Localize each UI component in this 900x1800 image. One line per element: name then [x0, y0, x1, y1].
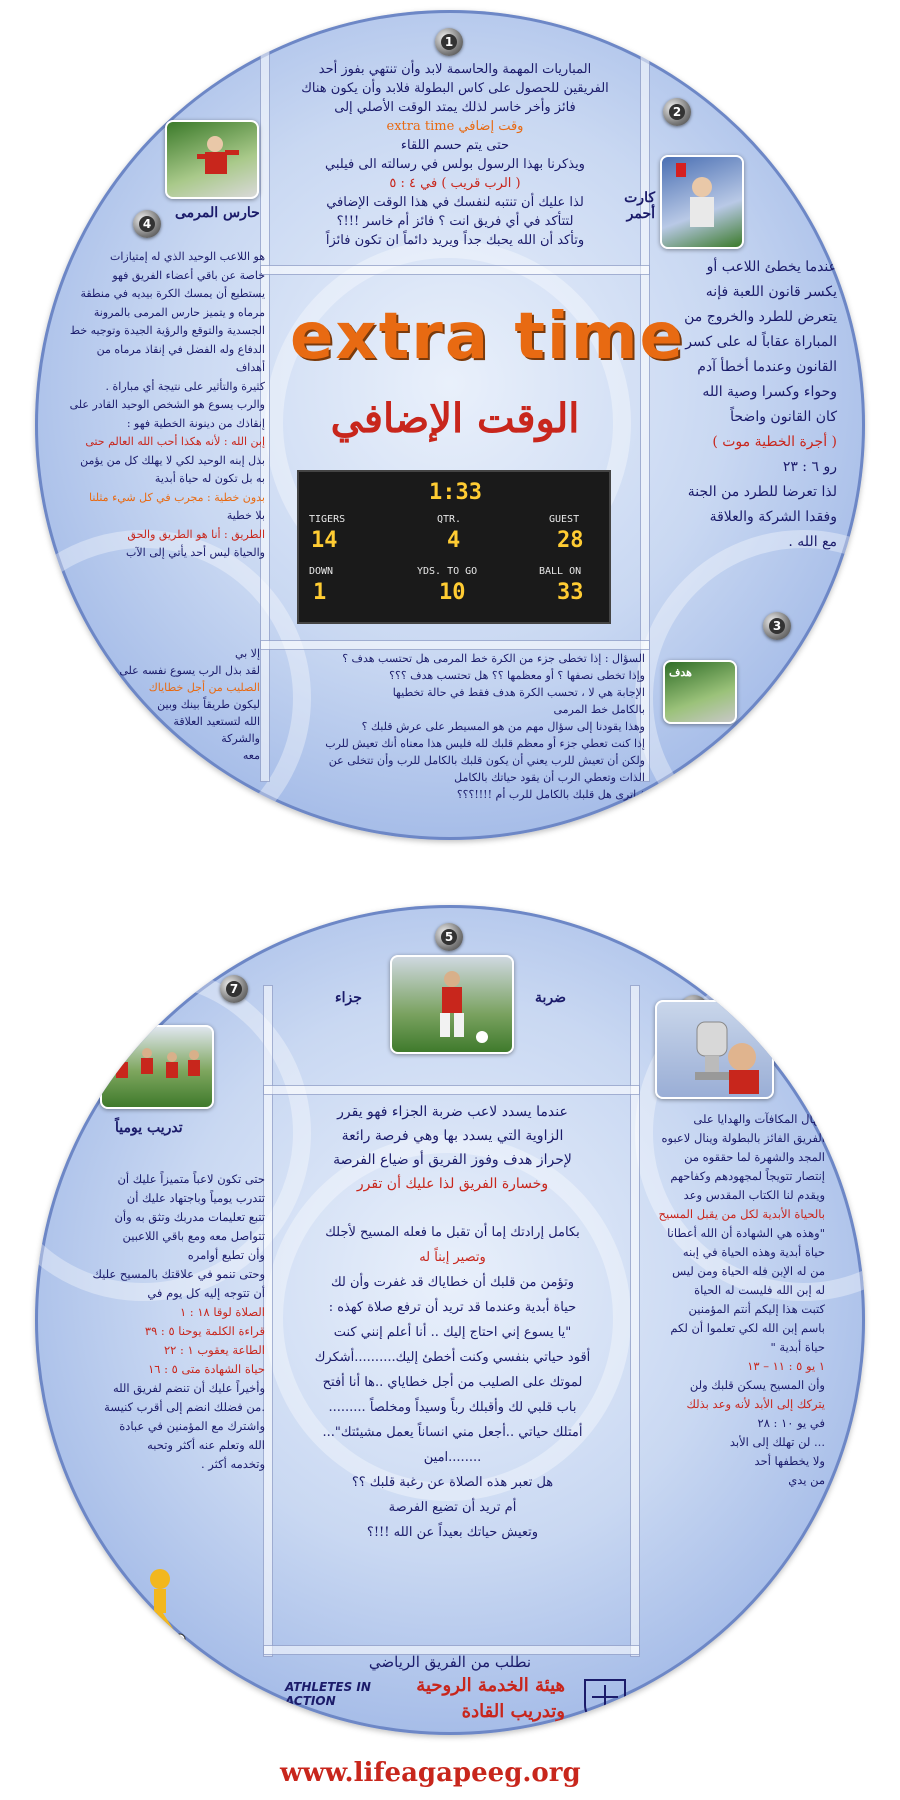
question-line: السؤال : إذا تخطى جزء من الكرة خط المرمى هل تحتسب هدف ؟ — [342, 652, 645, 665]
training-line: حتى تكون لاعباً متميزاً عليك أن — [117, 1172, 265, 1186]
organization-name-1: هيئة الخدمة الروحية — [416, 1675, 565, 1696]
scoreboard-clock: 1:33 — [429, 480, 482, 505]
goalkeeper-line: إبن الله : لأنه هكذا أحب الله العالم حتى — [85, 435, 265, 448]
prayer-paragraph — [280, 1220, 625, 1545]
reward-line: حياة أبدية وهذه الحياة في إبنه — [682, 1245, 825, 1259]
training-line: وحتى تنمو في علاقتك بالمسيح عليك — [92, 1267, 265, 1281]
question-line: وهذا يقودنا إلى سؤال مهم من هو المسيطر على عرش قلبك ؟ — [361, 720, 645, 733]
footer-request-text: نطلب من الفريق الرياضي — [368, 1653, 532, 1671]
penalty-line: وخسارة الفريق لذا عليك أن تقرر — [356, 1176, 549, 1192]
trophy-photo — [655, 1000, 774, 1099]
training-line: أن تتوجه إليه كل يوم في — [147, 1286, 265, 1300]
reward-verse-ref: في يو ١٠ : ٢٨ — [757, 1416, 825, 1430]
reward-line: له إبن الله فليست له الحياة — [694, 1283, 825, 1297]
scoreboard-label: TIGERS — [309, 514, 346, 525]
goalkeeper-line: يستطيع أن يمسك الكرة بيديه في منطقة — [80, 287, 265, 300]
goalkeeper-line: الصليب من أجل خطاياك — [148, 681, 260, 694]
prayer-line: لموتك على الصليب من أجل خطاياي ..ها أنا أفتح — [322, 1375, 583, 1390]
scoreboard-value: 14 — [311, 528, 338, 553]
scoreboard-label: QTR. — [437, 514, 462, 525]
training-paragraph — [75, 1170, 265, 1474]
prayer-line: "يا يسوع إني احتاج إليك .. أنا أعلم إنني كنت — [333, 1325, 572, 1340]
rivet-5: 5 — [435, 923, 463, 951]
prayer-line: أمتلك حياتي ..أجعل مني انساناً يعمل مشيئتك"... — [322, 1425, 583, 1440]
goalkeeper-line: هو اللاعب الوحيد الذي له إمتيازات — [110, 250, 265, 263]
red-card-photo — [660, 155, 744, 249]
penalty-paragraph — [280, 1100, 625, 1196]
red-card-line: يكسر قانون اللعبة فإنه — [705, 284, 837, 300]
penalty-line: عندما يسدد لاعب ضربة الجزاء فهو يقرر — [337, 1104, 568, 1120]
intro-line: وقت إضافي extra time — [386, 119, 524, 134]
training-line: قراءة الكلمة يوحنا ٥ : ٣٩ — [144, 1324, 265, 1338]
prayer-line: ........امين — [423, 1450, 482, 1465]
red-card-verse: ( أجرة الخطية موت ) — [712, 434, 837, 450]
reward-paragraph — [635, 1110, 825, 1490]
question-line: بالكامل خط المرمى — [553, 703, 645, 716]
prayer-line: حياة أبدية وعندما قد تريد أن ترفع صلاة كهذه : — [328, 1300, 577, 1315]
scoreboard-label: BALL ON — [539, 566, 582, 577]
goalkeeper-line: كثيرة والتأثير على نتيجة أي مباراة . — [105, 379, 265, 393]
intro-line: المباريات المهمة والحاسمة لابد وأن تنتهي بفوز أحد — [318, 62, 592, 77]
training-line: وأن تطيع أوامره — [187, 1248, 265, 1262]
question-line: الإجابة هي لا ، تحسب الكرة هدف فقط في حالة تخطيها — [392, 686, 645, 699]
training-line: واشترك مع المؤمنين في عبادة — [119, 1419, 265, 1433]
prayer-line: هل تعبر هذه الصلاة عن رغبة قلبك ؟؟ — [351, 1475, 554, 1490]
training-line: تتدرب يومياً وباجتهاد عليك أن — [126, 1191, 265, 1205]
goal-photo-caption: هدف — [669, 666, 692, 679]
scoreboard-label: YDS. TO GO — [417, 566, 478, 577]
title-arabic: الوقت الإضافي — [330, 395, 580, 442]
reward-line: "وهذه هي الشهادة أن الله أعطانا — [667, 1226, 825, 1240]
reward-line: بالحياة الأبدية لكل من يقبل المسيح — [658, 1207, 825, 1221]
scoreboard-value: 4 — [447, 528, 461, 553]
bottom-leaflet-disc — [35, 905, 865, 1735]
crossbar-top — [263, 1085, 640, 1095]
red-card-line: وحواء وكسرا وصية الله — [702, 384, 837, 400]
scoreboard-value: 33 — [557, 580, 584, 605]
goalkeeper-line: الجسدية والتوقع والرؤية الجيدة وتوجيه خط — [69, 324, 265, 337]
prayer-line: وتصير إبناً له — [419, 1250, 486, 1265]
title-english: extra time — [290, 300, 685, 374]
goalkeeper-line: بذل إبنه الوحيد لكي لا يهلك كل من يؤمن — [80, 453, 265, 467]
reward-line: يتركك إلى الأبد لأنه وعد بذلك — [686, 1397, 825, 1411]
reward-line: باسم إبن الله لكي تعلموا أن لكم — [670, 1321, 825, 1335]
intro-line: ويذكرنا بهذا الرسول بولس في رسالته الى فيلبي — [325, 157, 585, 172]
penalty-kicker-icon — [392, 957, 512, 1052]
goalkeeper-line: خاصة عن باقي أعضاء الفريق فهو — [112, 268, 265, 282]
goalkeeper-line: مرماه و يتميز حارس المرمى بالمرونة — [93, 305, 265, 319]
goalkeeper-line: إنقاذك من دينونة الخطية فهو : — [126, 416, 265, 430]
reward-line: تنهال المكافآت والهدايا على — [693, 1112, 825, 1126]
scoreboard-label: DOWN — [309, 566, 334, 577]
training-line: الصلاة لوقا ١٨ : ١ — [179, 1305, 265, 1319]
red-card-line: يتعرض للطرد والخروج من — [684, 309, 837, 325]
red-card-line: القانون وعندما أخطأ آدم — [697, 359, 837, 375]
goalkeeper-line: الدفاع وله الفضل في إنقاذ مرماه من أهداف — [96, 342, 265, 374]
scoreboard-value: 10 — [439, 580, 466, 605]
scoreboard-image — [297, 470, 611, 624]
goalkeeper-figure-icon — [167, 122, 257, 197]
goal-photo — [663, 660, 737, 724]
red-card-line: مع الله . — [788, 534, 837, 550]
crossbar-top — [260, 265, 650, 275]
prayer-line: وتعيش حياتك بعيداً عن الله !!!؟ — [366, 1525, 539, 1540]
reward-line: حياة أبدية " — [770, 1340, 825, 1354]
goalkeeper-line: والرب يسوع هو الشخص الوحيد القادر على — [69, 398, 265, 411]
rivet-4: 4 — [133, 210, 161, 238]
goalkeeper-line: به بل تكون له حياة أبدية — [154, 472, 265, 485]
goalkeeper-line: والحياة ليس أحد يأتي إلى الآب — [126, 546, 265, 559]
reward-line: من له الإبن فله الحياة ومن ليس — [672, 1264, 825, 1278]
training-line: وتخدمه أكثر . — [201, 1457, 265, 1471]
website-link[interactable]: www.lifeagapeeg.org — [280, 1758, 581, 1788]
question-line: ولكن أن تعيش للرب يعني أن يكون قلبك بالكامل للرب وأن تتخلى عن — [328, 754, 645, 767]
reward-line: ولا يخطفها أحد — [754, 1454, 825, 1468]
reward-line: ويقدم لنا الكتاب المقدس وعد — [683, 1188, 825, 1202]
intro-line: فائز وأخر خاسر لذلك يمتد الوقت الأصلي إلى — [334, 100, 576, 115]
prayer-line: أم تريد أن تضيع الفرصة — [388, 1500, 517, 1515]
goalkeeper-line: الله لتستعيد العلاقة — [173, 715, 260, 728]
reward-verse-ref: ١ يو ٥ : ١١ – ١٣ — [747, 1359, 825, 1373]
rivet-1: 1 — [435, 28, 463, 56]
goalkeeper-line: والشركة — [221, 732, 260, 745]
training-label: تدريب يومياً — [115, 1120, 183, 1136]
goalkeeper-paragraph — [65, 248, 265, 563]
penalty-label-left: جزاء — [335, 990, 362, 1006]
penalty-label-right: ضربة — [535, 990, 567, 1006]
red-card-line: عندما يخطئ اللاعب أو — [706, 259, 837, 275]
training-line: تتواصل معه ومع باقي اللاعبين — [122, 1229, 265, 1243]
scoreboard-label: GUEST — [549, 514, 580, 525]
reward-line: ... لن تهلك إلى الأبد — [729, 1435, 825, 1449]
training-line: الطاعة يعقوب ١ : ٢٢ — [163, 1343, 265, 1357]
prayer-line: أقود حياتي بنفسي وكنت أخطئ إليك..........أشكرك — [314, 1350, 591, 1365]
training-line: تتبع تعليمات مدربك وتثق به وأن — [114, 1210, 265, 1224]
scoreboard-value: 28 — [557, 528, 584, 553]
organization-name-2: وتدريب القادة — [461, 1701, 565, 1722]
goalkeeper-line: بدون خطية : مجرب في كل شيء مثلنا — [89, 490, 265, 504]
penalty-line: لإحراز هدف وفوز الفريق أو ضياع الفرصة — [333, 1152, 572, 1168]
intro-paragraph — [275, 60, 635, 250]
prayer-line: وتؤمن من قلبك أن خطاياك قد غفرت وأن لك — [330, 1275, 575, 1290]
intro-line: حتى يتم حسم اللقاء — [400, 138, 510, 153]
red-card-line: كان القانون واضحاً — [730, 409, 837, 425]
crossbar-bottom — [260, 640, 650, 650]
athletes-in-action-logo: ATHLETES IN ACTION — [285, 1680, 371, 1708]
intro-line: وتأكد أن الله يحبك جداً ويريد دائماً ان تكون فائزاً — [325, 233, 585, 248]
training-photo — [100, 1025, 214, 1109]
red-card-line: لذا تعرضا للطرد من الجنة — [687, 484, 837, 500]
organization-shield-logo-icon — [580, 1675, 630, 1727]
red-card-line: وفقدا الشركة والعلاقة — [709, 509, 837, 525]
verse-reference: ( الرب قريب ) في ٤ : ٥ — [389, 176, 521, 191]
training-line: الله وتعلم عنه أكثر وتحبه — [147, 1438, 265, 1452]
intro-line: لذا عليك أن تنتبه لنفسك في هذا الوقت الإضافي — [326, 195, 584, 210]
reward-line: كتبت هذا إليكم أنتم المؤمنين — [688, 1302, 825, 1316]
goalkeeper-line: الطريق : أنا هو الطريق والحق — [127, 527, 265, 541]
prayer-line: باب قلبي لك وأقبلك رباً وسيداً ومخلصاً ......... — [328, 1400, 577, 1415]
goalkeeper-line: معه — [242, 749, 260, 762]
intro-line: لتتأكد في أي فريق انت ؟ فائز أم خاسر !!!؟ — [336, 214, 574, 229]
red-card-paragraph — [647, 255, 837, 555]
goalkeeper-line: ليكون طريقاً بينك وبين — [157, 698, 260, 711]
red-card-label: كارت أحمر — [624, 190, 655, 222]
goalkeeper-line: بلا خطية — [226, 509, 265, 522]
training-line: وأخيراً عليك أن تنضم لفريق الله — [112, 1381, 265, 1395]
penalty-line: الزاوية التي يسدد بها وهي فرصة رائعة — [341, 1128, 564, 1144]
footballer-mascot-icon — [130, 1565, 190, 1645]
rivet-7: 7 — [220, 975, 248, 1003]
question-line: الذات وتعطي الرب أن يقود حياتك بالكامل — [454, 771, 645, 784]
goalkeeper-label: حارس المرمى — [175, 205, 260, 221]
top-leaflet-disc — [35, 10, 865, 840]
rivet-3: 3 — [763, 612, 791, 640]
question-line: فياترى هل قلبك بالكامل للرب أم !!!!؟؟؟ — [456, 788, 645, 801]
goalkeeper-line: لقد بذل الرب يسوع نفسه على — [119, 664, 260, 677]
goalkeeper-line: إلا بي — [234, 647, 260, 660]
referee-red-card-icon — [662, 157, 742, 247]
question-paragraph — [265, 650, 645, 803]
training-line: حياة الشهادة متى ٥ : ١٦ — [148, 1362, 265, 1376]
goalkeeper-photo — [165, 120, 259, 199]
intro-line: الفريقين للحصول على كاس البطولة فلابد وأن يكون هناك — [301, 81, 609, 96]
training-line: .من فضلك انضم إلى أقرب كنيسة — [104, 1400, 265, 1414]
red-card-line: المباراة عقاباً له على كسر — [685, 334, 837, 350]
team-training-icon — [102, 1027, 212, 1107]
question-line: وإذا تخطى نصفها ؟ أو معظمها ؟؟ هل تحتسب هدف ؟؟؟ — [389, 669, 645, 682]
trophy-icon — [657, 1002, 772, 1097]
question-line: إذا كنت تعطي جزء أو معظم قلبك لله فليس هذا معناه أنك تعيش للرب — [325, 737, 645, 750]
reward-line: الفريق الفائز بالبطولة وينال لاعبوه — [661, 1131, 825, 1145]
reward-line: المجد والشهرة لما حققوه من — [684, 1150, 825, 1164]
rivet-2: 2 — [663, 98, 691, 126]
prayer-line: بكامل إرادتك إما أن تقبل ما فعله المسيح لأجلك — [325, 1225, 580, 1240]
reward-line: من يدي — [788, 1473, 825, 1487]
goalkeeper-paragraph-cont — [105, 645, 260, 764]
reward-line: وأن المسيح يسكن قلبك ولن — [689, 1378, 825, 1392]
reward-line: إنتصار تتويجاً لمجهودهم وكفاحهم — [670, 1169, 825, 1183]
scoreboard-value: 1 — [313, 580, 327, 605]
red-card-verse-ref: رو ٦ : ٢٣ — [782, 459, 837, 475]
penalty-photo — [390, 955, 514, 1054]
